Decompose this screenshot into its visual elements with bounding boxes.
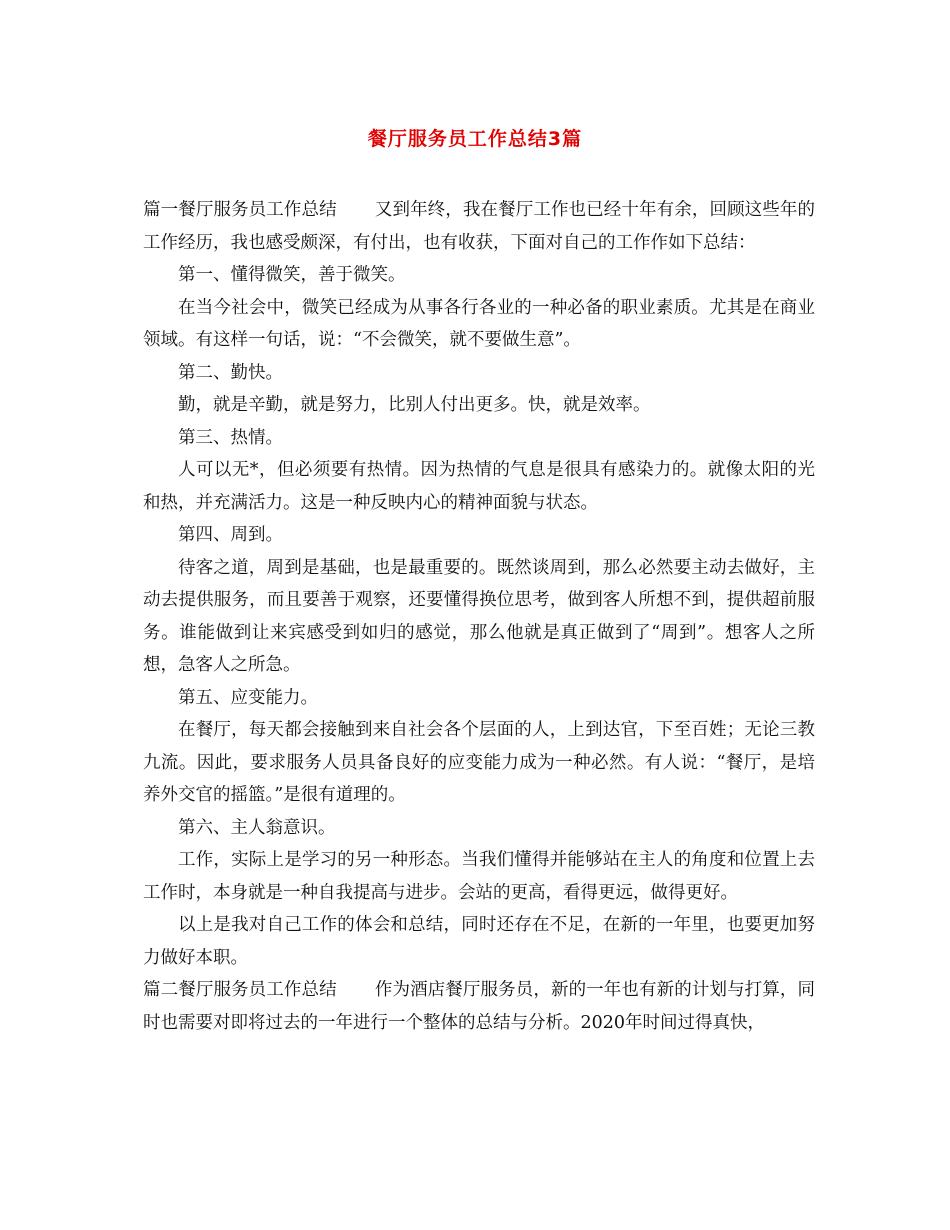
point-heading-1: 第一、懂得微笑，善于微笑。	[178, 265, 406, 285]
point-text-5: 在餐厅，每天都会接触到来自社会各个层面的人，上到达官，下至百姓；无论三教九流。因此，要求服务人员具备良好的应变能力成为一种必然。有人说：“餐厅，是培养外交官的摇篮。”是很有道理的。	[143, 720, 815, 805]
point-text-4: 待客之道，周到是基础，也是最重要的。既然谈周到，那么必然要主动去做好，主动去提供服务，而且要善于观察，还要懂得换位思考，做到客人所想不到，提供超前服务。谁能做到让来宾感受到如归的感觉，那么他就是真正做到了“周到”。想客人之所想，急客人之所急。	[143, 557, 815, 675]
point-heading-2: 第二、勤快。	[178, 362, 283, 383]
section2-heading: 篇二餐厅服务员工作总结	[143, 980, 337, 1000]
point-text-2: 勤，就是辛勤，就是努力，比别人付出更多。快，就是效率。	[178, 395, 651, 415]
point-heading-6: 第六、主人翁意识。	[178, 817, 336, 838]
point-text-1: 在当今社会中，微笑已经成为从事各行各业的一种必备的职业素质。尤其是在商业领域。有这样一句话，说：“不会微笑，就不要做生意”。	[143, 297, 815, 350]
document-body	[143, 194, 815, 1039]
section1-intro-paragraph	[143, 194, 815, 259]
point-heading-5: 第五、应变能力。	[178, 687, 318, 708]
conclusion-paragraph: 以上是我对自己工作的体会和总结，同时还存在不足，在新的一年里，也要更加努力做好本职。	[143, 915, 815, 968]
point-text-3: 人可以无*，但必须要有热情。因为热情的气息是很具有感染力的。就像太阳的光和热，并充满活力。这是一种反映内心的精神面貌与状态。	[143, 460, 815, 513]
section2-intro: 作为酒店餐厅服务员，新的一年也有新的计划与打算，同时也需要对即将过去的一年进行一个整体的总结与分析。2020年时间过得真快，	[143, 980, 816, 1033]
point-text-6: 工作，实际上是学习的另一种形态。当我们懂得并能够站在主人的角度和位置上去工作时，本身就是一种自我提高与进步。会站的更高，看得更远，做得更好。	[143, 850, 815, 903]
section1-intro: 又到年终，我在餐厅工作也已经十年有余，回顾这些年的工作经历，我也感受颇深，有付出，也有收获，下面对自己的工作作如下总结：	[143, 200, 816, 253]
section1-heading: 篇一餐厅服务员工作总结	[143, 200, 337, 220]
document-title: 餐厅服务员工作总结3篇	[367, 128, 583, 150]
point-heading-4: 第四、周到。	[178, 525, 283, 545]
section2-intro-paragraph	[143, 974, 815, 1039]
point-heading-3: 第三、热情。	[178, 427, 283, 448]
